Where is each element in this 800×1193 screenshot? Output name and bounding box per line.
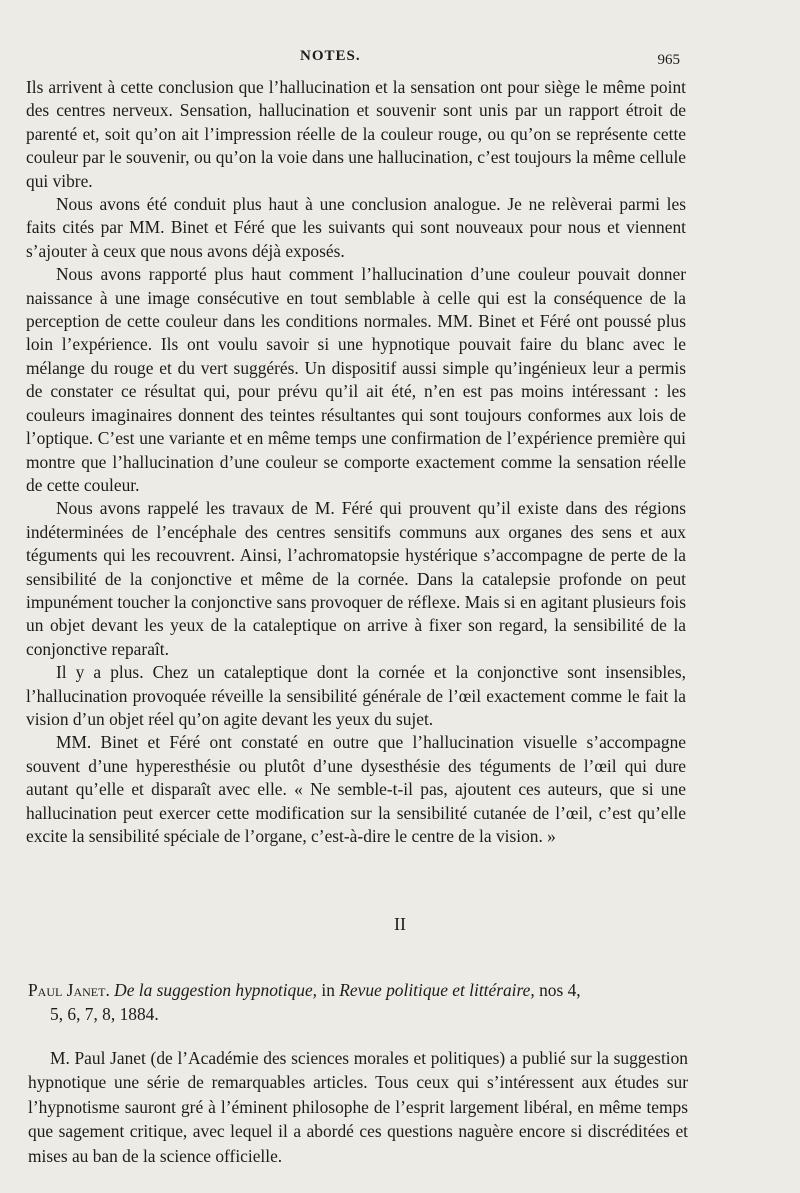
paragraph: Ils arrivent à cette conclusion que l’hallucination et la sensation ont pour siège le même point des centres nerveux. Sensation, hallucination et souvenir sont unis par un rapport étroit de parenté et, soit qu’on ait l’impression réelle de la couleur rouge, ou qu’on se représente cette couleur par le souvenir, ou qu’on la voie dans une hallucination, c’est toujours la même cellule qui vibre. <box>26 77 686 191</box>
paragraph: Il y a plus. Chez un cataleptique dont la cornée et la conjonctive sont insensibles, l’hallucination provoquée réveille la sensibilité générale de l’œil exactement comme le fait la vision d’un objet réel qu’on agite devant les yeux du sujet. <box>26 662 686 729</box>
paragraph: Nous avons été conduit plus haut à une conclusion analogue. Je ne relèverai parmi les faits cités par MM. Binet et Féré que les suivants qui sont nouveaux pour nous et viennent s’ajouter à ceux que nous avons déjà exposés. <box>26 194 686 261</box>
paragraph: MM. Binet et Féré ont constaté en outre que l’hallucination visuelle s’accompagne souvent d’une hyperesthésie ou plutôt d’une dysesthésie des téguments de l’œil qui dure autant qu’elle et disparaît avec elle. « Ne semble-t-il pas, ajoutent ces auteurs, que si une hallucination peut exercer cette modification sur la sensibilité cutanée de l’œil, c’est qu’elle excite la sensibilité spéciale de l’organe, c’est-à-dire le centre de la vision. » <box>26 732 686 846</box>
page-header <box>0 48 800 72</box>
paragraph: Nous avons rappelé les travaux de M. Féré qui prouvent qu’il existe dans des régions indéterminées de l’encéphale des centres sensitifs communs aux organes des sens et aux téguments qui les recouvrent. Ainsi, l’achromatopsie hystérique s’accompagne de perte de la sensibilité de la conjonctive et même de la cornée. Dans la catalepsie profonde on peut impunément toucher la conjonctive sans provoquer de réflexe. Mais si en agitant plusieurs fois un objet devant les yeux de la cataleptique on arrive à fixer son regard, la sensibilité de la conjonctive reparaît. <box>26 498 686 659</box>
citation-journal: Revue politique et littéraire, <box>339 980 535 1000</box>
citation-issues-continued: 5, 6, 7, 8, 1884. <box>50 1004 159 1024</box>
bibliographic-citation <box>28 978 688 1026</box>
citation-author: Paul Janet. <box>28 980 110 1000</box>
citation-in: in <box>321 980 335 1000</box>
body-text <box>26 76 686 848</box>
citation-title: De la suggestion hypnotique, <box>114 980 318 1000</box>
paragraph: M. Paul Janet (de l’Académie des sciences morales et politiques) a publié sur la suggestion hypnotique une série de remarquables articles. Tous ceux qui s’intéressent aux études sur l’hypnotisme sauront gré à l’éminent philosophe de l’esprit largement libéral, en même temps que sagement critique, avec lequel il a abordé ces questions naguère encore si discréditées et mises au ban de la science officielle. <box>28 1048 688 1166</box>
page-number: 965 <box>657 52 680 68</box>
section-number: II <box>394 914 406 934</box>
review-text <box>28 1046 688 1168</box>
paragraph: Nous avons rapporté plus haut comment l’hallucination d’une couleur pouvait donner naissance à une image consécutive en tout semblable à celle qui est la conséquence de la perception de cette couleur dans les conditions normales. MM. Binet et Féré ont poussé plus loin l’expérience. Ils ont voulu savoir si une hypnotique pouvait faire du blanc avec le mélange du rouge et du vert suggérés. Un dispositif aussi simple qu’ingénieux leur a permis de constater ce résultat qui, pour prévu qu’il ait été, n’en est pas moins intéressant : les couleurs imaginaires donnent des teintes résultantes qui sont toujours conformes aux lois de l’optique. C’est une variante et en même temps une confirmation de l’expérience première qui montre que l’hallucination d’une couleur se comporte exactement comme la sensation réelle de cette couleur. <box>26 264 686 495</box>
citation-issues: nos 4, <box>539 980 581 1000</box>
running-head: NOTES. <box>300 48 361 64</box>
